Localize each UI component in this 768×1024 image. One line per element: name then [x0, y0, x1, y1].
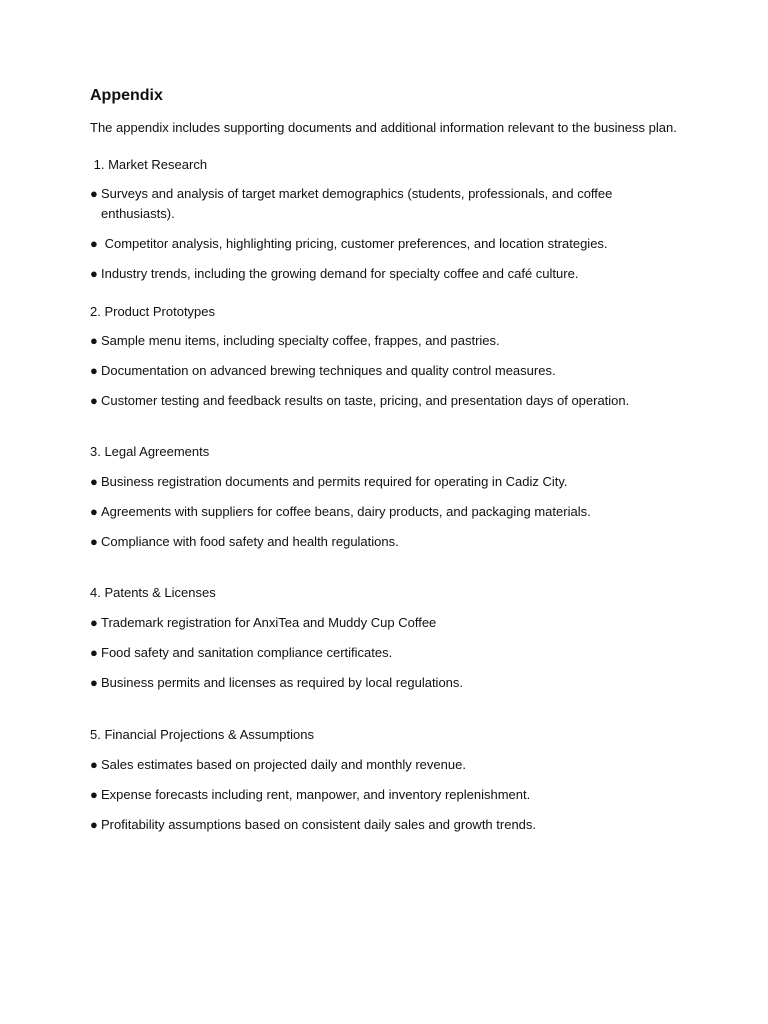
list-item [90, 361, 690, 381]
section-heading: 5. Financial Projections & Assumptions [90, 727, 314, 742]
bullet-icon: ● [90, 474, 98, 489]
list-item-text: Industry trends, including the growing demand for specialty coffee and café culture. [101, 266, 579, 281]
list-item-text: Profitability assumptions based on consistent daily sales and growth trends. [101, 817, 537, 832]
list-item-text: Sales estimates based on projected daily and monthly revenue. [101, 757, 466, 772]
intro-paragraph: The appendix includes supporting documents and additional information relevant to the business plan. [90, 120, 677, 135]
list-item-text: Expense forecasts including rent, manpower, and inventory replenishment. [101, 787, 531, 802]
list-item [90, 755, 690, 775]
list-item [90, 613, 690, 633]
document-page [90, 86, 690, 835]
list-item [90, 472, 690, 492]
list-item [90, 673, 690, 693]
bullet-icon: ● [90, 504, 98, 519]
list-item-text: Competitor analysis, highlighting pricing, customer preferences, and location strategies. [101, 236, 608, 251]
bullet-icon: ● [90, 266, 98, 281]
page-title: Appendix [90, 87, 163, 104]
list-item [90, 331, 690, 351]
list-item [90, 234, 690, 254]
bullet-icon: ● [90, 645, 98, 660]
bullet-icon: ● [90, 817, 98, 832]
bullet-icon: ● [90, 236, 98, 251]
list-item [90, 815, 690, 835]
section-heading: 3. Legal Agreements [90, 444, 210, 459]
list-item-text: Sample menu items, including specialty coffee, frappes, and pastries. [101, 333, 500, 348]
bullet-icon: ● [90, 534, 98, 549]
list-item-text: Surveys and analysis of target market demographics (students, professionals, and coffee enthusiasts). [101, 186, 613, 221]
list-item-text: Customer testing and feedback results on taste, pricing, and presentation days of operation. [101, 393, 630, 408]
section-heading: 1. Market Research [90, 157, 208, 172]
section-heading: 4. Patents & Licenses [90, 585, 216, 600]
bullet-icon: ● [90, 393, 98, 408]
list-item [90, 391, 690, 411]
section-patents-licenses [90, 584, 690, 693]
bullet-icon: ● [90, 757, 98, 772]
list-item-text: Documentation on advanced brewing techniques and quality control measures. [101, 363, 556, 378]
section-market-research [90, 156, 690, 284]
list-item [90, 785, 690, 805]
list-item-text: Trademark registration for AnxiTea and Muddy Cup Coffee [101, 615, 437, 630]
list-item-text: Agreements with suppliers for coffee beans, dairy products, and packaging materials. [101, 504, 591, 519]
list-item-text: Food safety and sanitation compliance certificates. [101, 645, 393, 660]
bullet-icon: ● [90, 333, 98, 348]
list-item [90, 502, 690, 522]
bullet-icon: ● [90, 787, 98, 802]
list-item-text: Business registration documents and permits required for operating in Cadiz City. [101, 474, 568, 489]
list-item [90, 184, 690, 224]
bullet-icon: ● [90, 186, 98, 201]
list-item [90, 532, 690, 552]
section-heading: 2. Product Prototypes [90, 304, 216, 319]
list-item [90, 264, 690, 284]
bullet-icon: ● [90, 363, 98, 378]
bullet-icon: ● [90, 615, 98, 630]
bullet-icon: ● [90, 675, 98, 690]
list-item [90, 643, 690, 663]
list-item-text: Business permits and licenses as required by local regulations. [101, 675, 464, 690]
section-product-prototypes [90, 303, 690, 411]
section-financial-projections [90, 726, 690, 835]
section-legal-agreements [90, 443, 690, 552]
list-item-text: Compliance with food safety and health regulations. [101, 534, 399, 549]
